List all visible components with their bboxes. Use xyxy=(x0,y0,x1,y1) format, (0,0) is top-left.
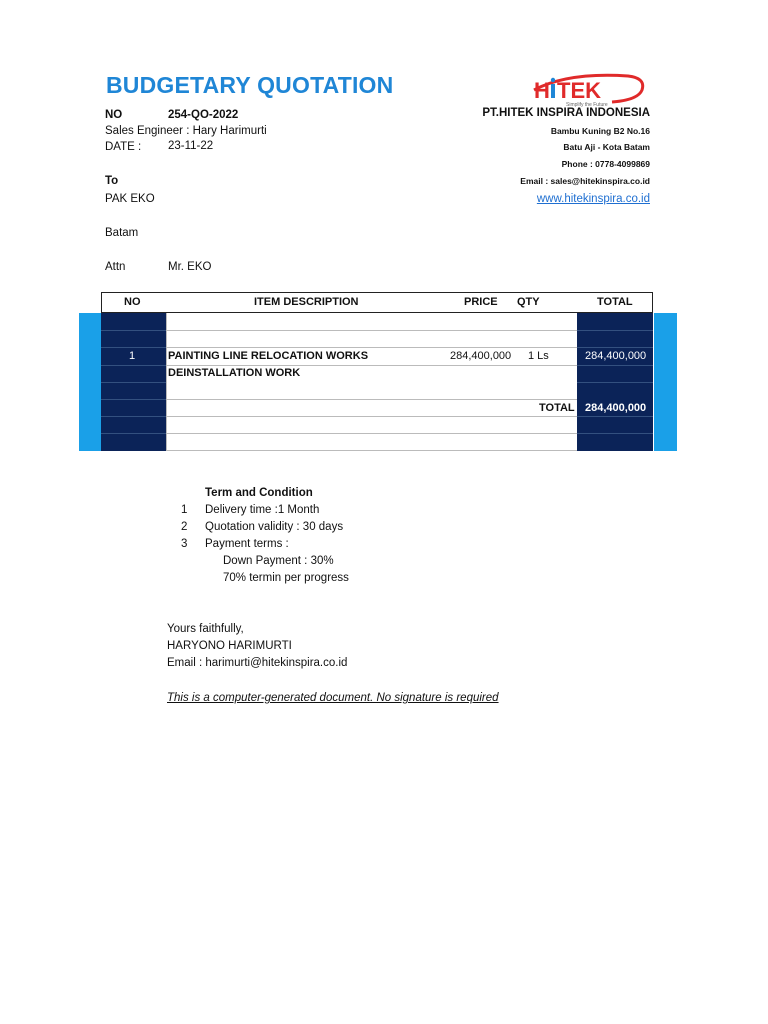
term-number: 2 xyxy=(181,521,188,533)
terms-heading: Term and Condition xyxy=(205,487,313,499)
company-address-2: Batu Aji - Kota Batam xyxy=(563,142,650,152)
signatory-name: HARYONO HARIMURTI xyxy=(167,640,292,652)
sales-engineer: Sales Engineer : Hary Harimurti xyxy=(105,125,267,137)
row-divider xyxy=(166,330,577,331)
header-total: TOTAL xyxy=(597,296,633,308)
right-side-bar xyxy=(654,313,677,451)
computer-generated-note: This is a computer-generated document. No signature is required xyxy=(167,692,499,704)
row-divider xyxy=(166,450,577,451)
row-divider xyxy=(166,365,577,366)
company-logo xyxy=(528,68,648,108)
company-website-link[interactable]: www.hitekinspira.co.id xyxy=(536,193,650,205)
quote-number-value: 254-QO-2022 xyxy=(168,109,239,121)
item-price: 284,400,000 xyxy=(450,350,512,362)
left-side-bar xyxy=(79,313,101,451)
header-no: NO xyxy=(124,296,141,308)
hitek-logo-icon xyxy=(528,68,648,108)
row-divider xyxy=(166,399,577,400)
attn-label: Attn xyxy=(105,261,126,273)
payment-progress: 70% termin per progress xyxy=(223,572,349,584)
svg-text:H: H xyxy=(534,78,550,103)
company-phone: Phone : 0778-4099869 xyxy=(561,159,650,169)
company-email: Email : sales@hitekinspira.co.id xyxy=(520,176,650,186)
item-qty: 1 Ls xyxy=(528,350,549,362)
header-price: PRICE xyxy=(464,296,498,308)
term-number: 1 xyxy=(181,504,188,516)
date-value: 23-11-22 xyxy=(168,140,214,152)
header-item-description: ITEM DESCRIPTION xyxy=(254,296,359,308)
quote-number-label: NO xyxy=(105,109,123,121)
company-address-1: Bambu Kuning B2 No.16 xyxy=(550,126,650,136)
header-qty: QTY xyxy=(517,296,540,308)
closing-salutation: Yours faithfully, xyxy=(167,623,244,635)
svg-text:TEK: TEK xyxy=(557,78,601,103)
recipient-name: PAK EKO xyxy=(105,193,155,205)
item-description-1: PAINTING LINE RELOCATION WORKS xyxy=(168,350,369,362)
item-total: 284,400,000 xyxy=(585,350,647,362)
term-number: 3 xyxy=(181,538,188,550)
to-label: To xyxy=(105,175,119,187)
row-divider xyxy=(166,433,577,434)
company-name: PT.HITEK INSPIRA INDONESIA xyxy=(482,107,650,119)
term-text: Quotation validity : 30 days xyxy=(205,521,344,533)
term-text: Payment terms : xyxy=(205,538,289,550)
document-title: BUDGETARY QUOTATION xyxy=(106,72,394,98)
row-divider xyxy=(166,347,577,348)
logo-tagline: Simplify the Future xyxy=(566,102,608,108)
term-text: Delivery time :1 Month xyxy=(205,504,320,516)
item-no: 1 xyxy=(129,350,136,362)
date-label: DATE : xyxy=(105,141,142,153)
item-description-2: DEINSTALLATION WORK xyxy=(168,367,301,379)
total-value: 284,400,000 xyxy=(585,402,647,414)
payment-down: Down Payment : 30% xyxy=(223,555,334,567)
total-label: TOTAL xyxy=(539,402,575,414)
row-divider xyxy=(166,416,577,417)
quotation-table xyxy=(101,292,653,451)
attn-value: Mr. EKO xyxy=(168,261,212,273)
recipient-city: Batam xyxy=(105,227,139,239)
signatory-email: Email : harimurti@hitekinspira.co.id xyxy=(167,657,348,669)
table-header xyxy=(101,292,653,313)
